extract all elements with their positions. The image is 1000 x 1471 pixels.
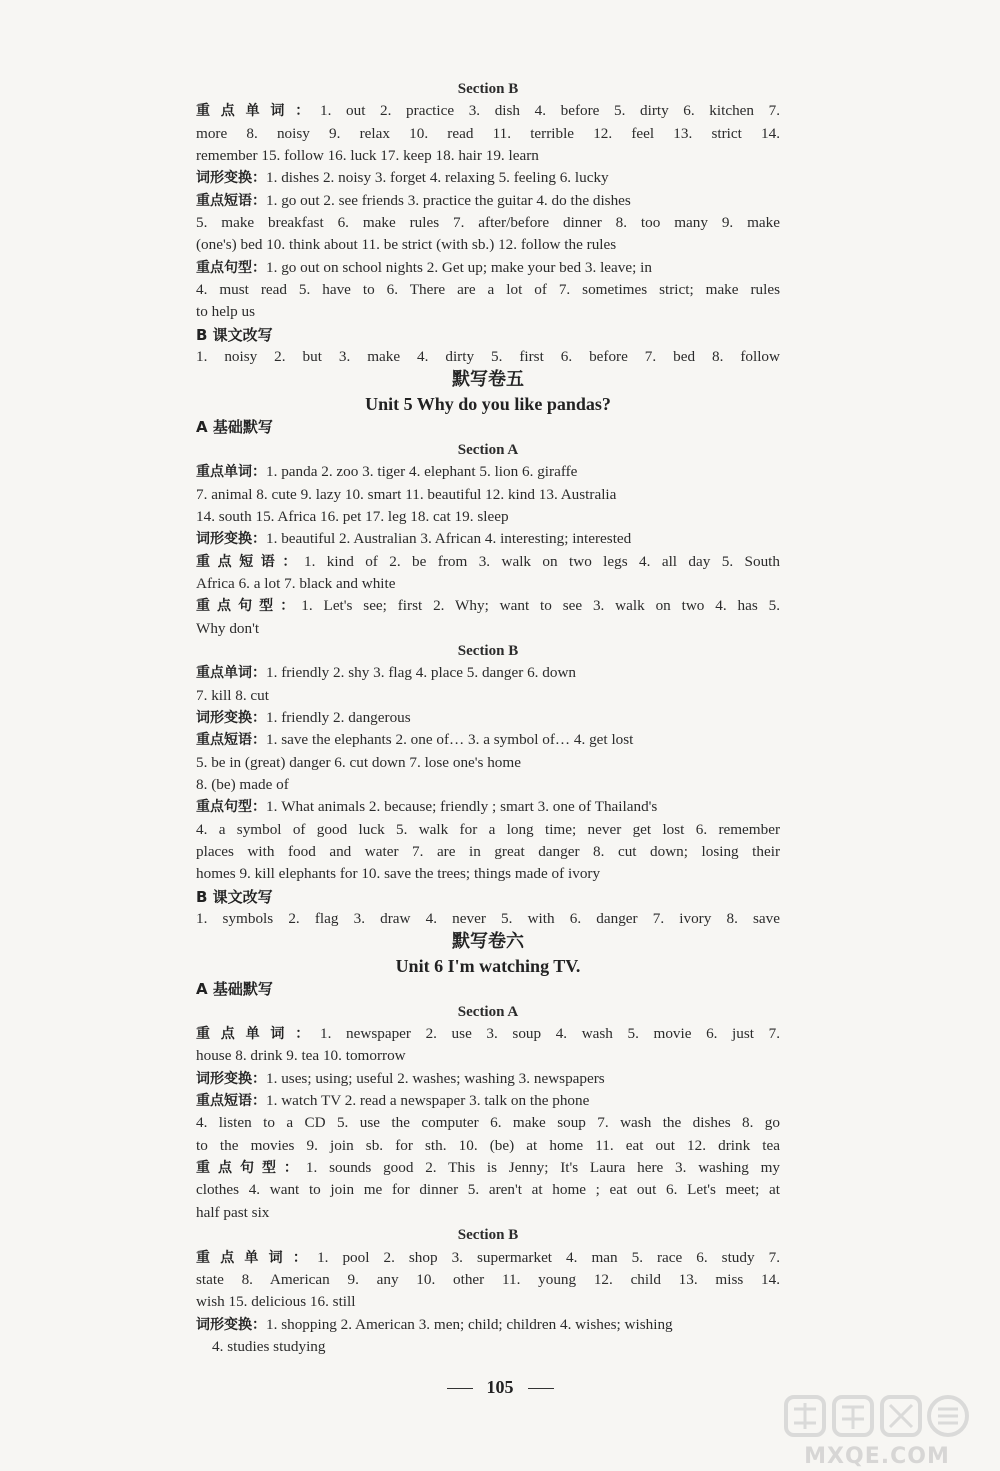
answer-line: 重点短语：1. go out 2. see friends 3. practice the guitar 4. do the dishes [196, 191, 631, 209]
answer-line: half past six [196, 1203, 270, 1221]
watermark-site: MXQE.COM [804, 1444, 950, 1469]
answer-line: 词形变换：1. beautiful 2. Australian 3. African 4. interesting; interested [196, 530, 632, 548]
answer-line: wish 15. delicious 16. still [196, 1293, 356, 1311]
answer-line: 7. kill 8. cut [196, 686, 269, 704]
label-key-phrases: 重点短语： [196, 1093, 266, 1110]
label-key-words: 重点单词： [196, 103, 321, 120]
answer-line: clothes 4. want to join me for dinner 5. aren't at home ; eat out 6. Let's meet; at [196, 1181, 780, 1199]
part-heading: A 基础默写 [196, 980, 273, 999]
answer-line: 词形变换：1. friendly 2. dangerous [196, 708, 411, 726]
answer-line: (one's) bed 10. think about 11. be strict (with sb.) 12. follow the rules [196, 236, 617, 254]
label-key-sentences: 重点句型： [196, 598, 302, 615]
label-key-sentences: 重点句型： [196, 1160, 306, 1177]
answer-line: 14. south 15. Africa 16. pet 17. leg 18. cat 19. sleep [196, 507, 509, 525]
label-key-phrases: 重点短语： [196, 192, 266, 209]
answer-line: remember 15. follow 16. luck 17. keep 18. hair 19. learn [196, 147, 539, 165]
answer-line: 5. be in (great) danger 6. cut down 7. lose one's home [196, 753, 521, 771]
answer-line: 重点句型：1. What animals 2. because; friendly ; smart 3. one of Thailand's [196, 798, 658, 816]
label-key-sentences: 重点句型： [196, 259, 266, 276]
answer-line: places with food and water 7. are in great danger 8. cut down; losing their [196, 843, 780, 860]
page-number-dash [528, 1388, 554, 1389]
section-heading: Section A [457, 441, 519, 458]
label-key-words: 重点单词： [196, 1249, 318, 1266]
answer-line: 重点单词：1. out 2. practice 3. dish 4. before 5. dirty 6. kitchen 7. [196, 102, 780, 120]
answer-line: 词形变换：1. shopping 2. American 3. men; child; children 4. wishes; wishing [196, 1315, 673, 1333]
answer-line: to the movies 9. join sb. for sth. 10. (be) at home 11. eat out 12. drink tea [196, 1136, 780, 1154]
label-key-words: 重点单词： [196, 464, 266, 481]
section-heading: Section B [457, 81, 519, 97]
answer-line: 4. studies studying [212, 1337, 326, 1355]
label-word-forms: 词形变换： [196, 531, 266, 548]
section-heading: Section A [457, 1003, 519, 1020]
answer-line: 重点句型：1. sounds good 2. This is Jenny; It's Laura here 3. washing my [196, 1159, 780, 1177]
watermark-logo-icon [782, 1393, 972, 1439]
answer-line: 重点句型：1. go out on school nights 2. Get up; make your bed 3. leave; in [196, 258, 652, 276]
label-word-forms: 词形变换： [196, 1316, 266, 1333]
answer-line: 重点单词：1. pool 2. shop 3. supermarket 4. man 5. race 6. study 7. [196, 1248, 780, 1266]
part-heading: A 基础默写 [196, 418, 273, 437]
page-number-dash [447, 1388, 473, 1389]
label-word-forms: 词形变换： [196, 170, 266, 187]
volume-title: 默写卷六 [452, 931, 524, 953]
label-word-forms: 词形变换： [196, 709, 266, 726]
answer-line: 重点单词：1. friendly 2. shy 3. flag 4. place 5. danger 6. down [196, 664, 577, 682]
answer-line: 1. symbols 2. flag 3. draw 4. never 5. with 6. danger 7. ivory 8. save [196, 910, 780, 928]
answer-line: house 8. drink 9. tea 10. tomorrow [196, 1047, 406, 1065]
unit-title: Unit 5 Why do you like pandas? [365, 394, 611, 415]
answer-line: 重点短语：1. kind of 2. be from 3. walk on two legs 4. all day 5. South [196, 552, 780, 570]
answer-line: 5. make breakfast 6. make rules 7. after/before dinner 8. too many 9. make [196, 214, 780, 232]
section-heading: Section B [457, 642, 519, 659]
answer-line: 4. a symbol of good luck 5. walk for a long time; never get lost 6. remember [196, 820, 780, 838]
section-heading: Section B [457, 1227, 519, 1244]
answer-line: 重点短语：1. save the elephants 2. one of… 3. a symbol of… 4. get lost [196, 731, 634, 749]
answer-line: 重点单词：1. panda 2. zoo 3. tiger 4. elephant 5. lion 6. giraffe [196, 463, 578, 481]
answer-line: 重点单词：1. newspaper 2. use 3. soup 4. wash 5. movie 6. just 7. [196, 1025, 780, 1043]
answer-line: state 8. American 9. any 10. other 11. young 12. child 13. miss 14. [196, 1270, 780, 1288]
answer-line: 1. noisy 2. but 3. make 4. dirty 5. first 6. before 7. bed 8. follow [196, 348, 780, 366]
label-key-words: 重点单词： [196, 1026, 321, 1043]
answer-line: 4. must read 5. have to 6. There are a lot of 7. sometimes strict; make rules [196, 281, 780, 299]
answer-line: 重点短语：1. watch TV 2. read a newspaper 3. talk on the phone [196, 1092, 590, 1110]
answer-line: 4. listen to a CD 5. use the computer 6. make soup 7. wash the dishes 8. go [196, 1114, 780, 1132]
label-word-forms: 词形变换： [196, 1070, 266, 1087]
answer-line: 8. (be) made of [196, 775, 289, 793]
label-key-sentences: 重点句型： [196, 799, 266, 816]
answer-line: Why don't [196, 619, 260, 637]
answer-line: more 8. noisy 9. relax 10. read 11. terrible 12. feel 13. strict 14. [196, 124, 780, 142]
label-key-words: 重点单词： [196, 665, 266, 682]
answer-line: 7. animal 8. cute 9. lazy 10. smart 11. beautiful 12. kind 13. Australia [196, 485, 617, 503]
answer-line: 重点句型：1. Let's see; first 2. Why; want to see 3. walk on two 4. has 5. [196, 597, 780, 615]
watermark [782, 1393, 972, 1469]
answer-line: to help us [196, 303, 256, 321]
answer-line: homes 9. kill elephants for 10. save the trees; things made of ivory [196, 865, 601, 883]
answer-line: 词形变换：1. dishes 2. noisy 3. forget 4. relaxing 5. feeling 6. lucky [196, 169, 609, 187]
label-key-phrases: 重点短语： [196, 553, 305, 570]
answer-column [196, 78, 780, 1358]
page-number: 105 [380, 1372, 620, 1402]
volume-title: 默写卷五 [452, 369, 524, 391]
answer-line: Africa 6. a lot 7. black and white [196, 574, 396, 592]
answer-line: 词形变换：1. uses; using; useful 2. washes; washing 3. newspapers [196, 1069, 605, 1087]
label-key-phrases: 重点短语： [196, 732, 266, 749]
unit-title: Unit 6 I'm watching TV. [395, 956, 581, 977]
part-heading: B 课文改写 [196, 887, 273, 906]
part-heading: B 课文改写 [196, 325, 273, 344]
